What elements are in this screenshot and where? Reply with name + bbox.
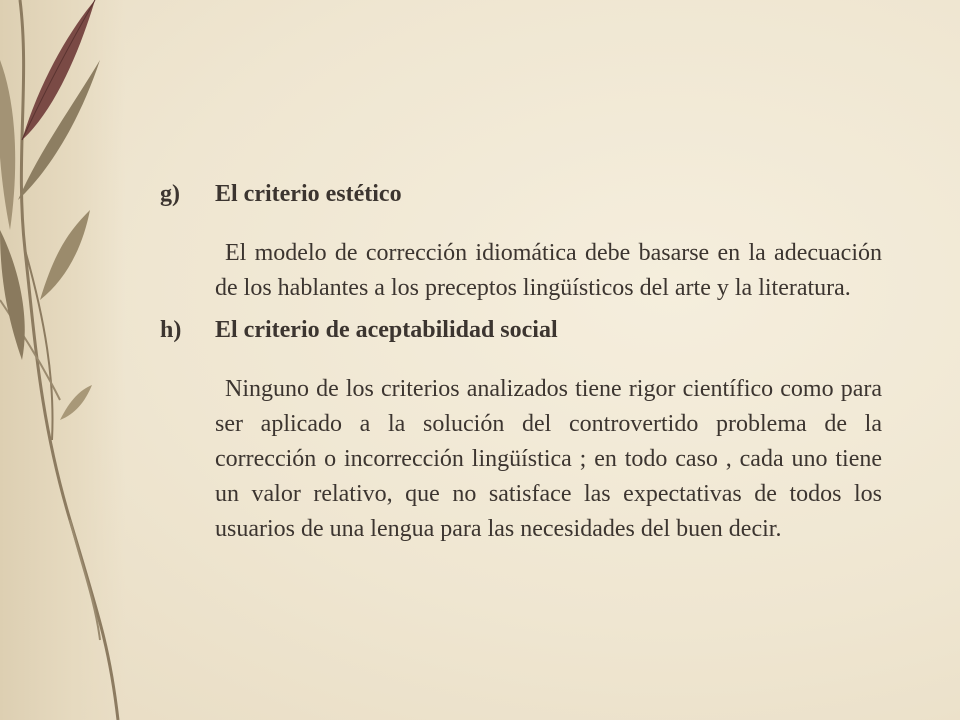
dried-leaves-branch-icon bbox=[0, 0, 160, 720]
section-paragraph: El modelo de corrección idiomática debe basarse en la adecuación de los hablantes a los preceptos lingüísticos del arte y la literatura. bbox=[215, 240, 882, 301]
section-title: El criterio estético bbox=[215, 181, 402, 207]
slide-content bbox=[160, 176, 882, 553]
section-marker: h) bbox=[160, 317, 182, 343]
section-title: El criterio de aceptabilidad social bbox=[215, 317, 558, 343]
section-paragraph: Ninguno de los criterios analizados tiene rigor científico como para ser aplicado a la solución del controvertido problema de la corrección o incorrección lingüística ; en todo caso , cada uno tiene un valor relativo, que no satisface las expectativas de todos los usuarios de una lengua para las necesidades del buen decir. bbox=[215, 376, 882, 542]
section-marker: g) bbox=[160, 181, 180, 207]
section-heading-h bbox=[160, 312, 882, 348]
section-heading-g bbox=[160, 176, 882, 212]
